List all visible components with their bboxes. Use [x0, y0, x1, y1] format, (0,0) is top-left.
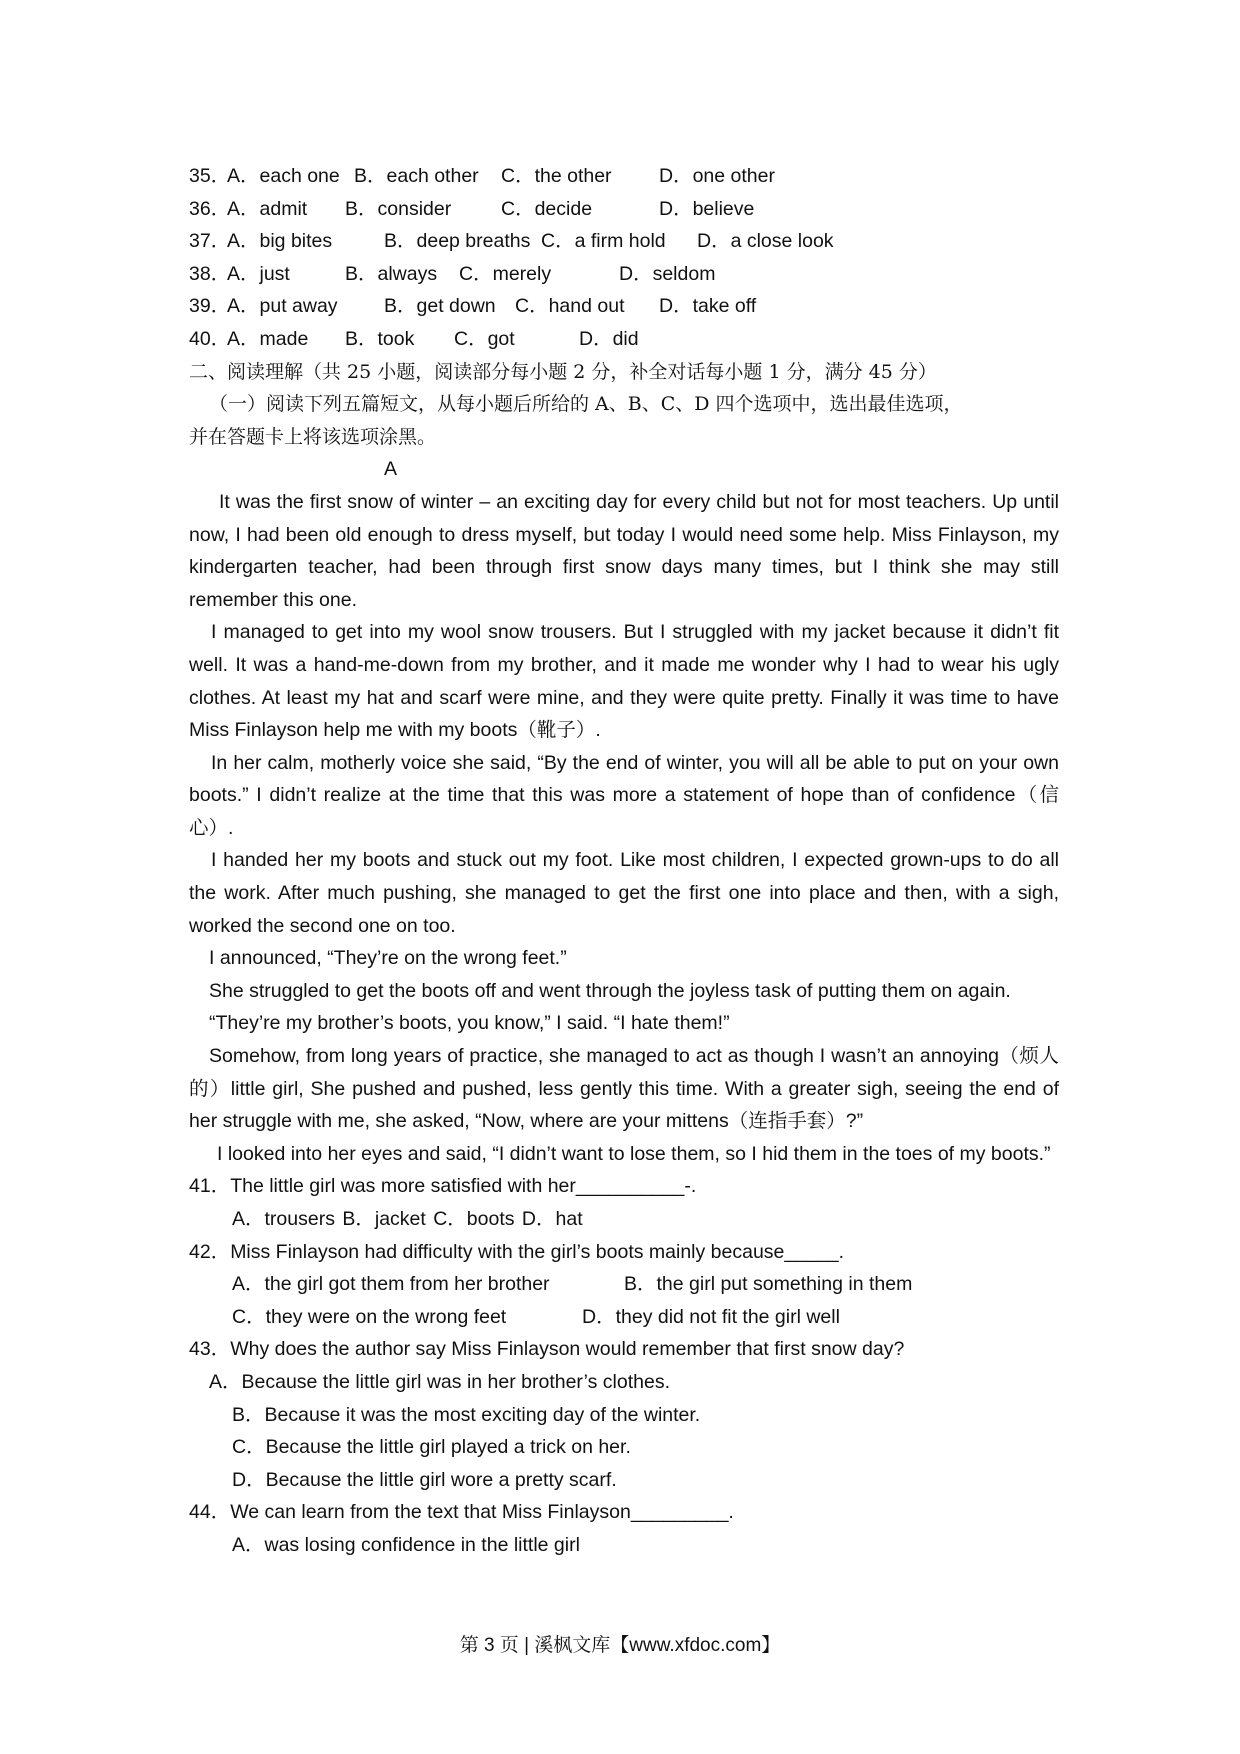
document-page: [189, 160, 1059, 1562]
cloze-38: [189, 258, 1059, 291]
question-44-option-a: A．was losing confidence in the little girl: [232, 1533, 580, 1556]
question-41-options: A．trousers B．jacket C．boots D．hat: [232, 1208, 583, 1230]
option-d: D．believe: [659, 197, 755, 220]
option-b: B．deep breaths: [384, 230, 531, 253]
passage-paragraph-2: I managed to get into my wool snow trousers. But I struggled with my jacket because it didn’t fit well. It was a hand-me-down from my brother, and it made me wonder why I had to wear his ugly clothes. At least my hat and scarf were mine, and they were quite pretty. Finally it was time to have Miss Finlayson help me with my boots（靴子）.: [189, 621, 1059, 742]
question-43-option-a: A．Because the little girl was in her brother’s clothes.: [209, 1370, 671, 1393]
passage-paragraph-7: “They’re my brother’s boots, you know,” I said. “I hate them!”: [209, 1012, 730, 1035]
question-number: 39．: [189, 295, 231, 318]
cloze-40: [189, 323, 1059, 356]
cloze-36: [189, 193, 1059, 226]
option-c: C．got: [454, 327, 515, 350]
question-number: 37．: [189, 230, 231, 253]
option-d: D．seldom: [619, 262, 716, 285]
option-c: C．they were on the wrong feet: [232, 1305, 507, 1328]
question-43-stem: 43．Why does the author say Miss Finlayson would remember that first snow day?: [189, 1338, 905, 1361]
option-b: B．each other: [354, 165, 479, 187]
question-42-stem: 42．Miss Finlayson had difficulty with the girl’s boots mainly because_____.: [189, 1240, 845, 1263]
passage-paragraph-1: It was the first snow of winter – an exciting day for every child but not for most teachers. Up until now, I had been old enough to dress myself, but today I would need some help. Miss Finlayson, my kindergarten teacher, had been through first snow days many times, but I think she may still remember this one.: [189, 490, 1059, 611]
passage-paragraph-4: I handed her my boots and stuck out my foot. Like most children, I expected grown-ups to do all the work. After much pushing, she managed to get the first one into place and then, with a sigh, worked the second one on too.: [189, 849, 1059, 937]
section-instruction-cont: 并在答题卡上将该选项涂黑。: [189, 425, 437, 448]
option-b: B．took: [345, 327, 415, 350]
option-c: C．decide: [501, 197, 593, 220]
section-heading: 二、阅读理解（共 25 小题，阅读部分每小题 2 分，补全对话每小题 1 分，满分 45 分）: [189, 360, 937, 383]
option-a: A．the girl got them from her brother: [232, 1273, 550, 1296]
option-c: C．merely: [459, 262, 552, 285]
passage-paragraph-8: Somehow, from long years of practice, she managed to act as though I wasn’t an annoying（烦人的）little girl, She pushed and pushed, less gently this time. With a greater sigh, seeing the end of her struggle with me, she asked, “Now, where are your mittens（连指手套）?”: [189, 1045, 1059, 1133]
question-number: 40．: [189, 327, 231, 350]
question-44-stem: 44．We can learn from the text that Miss Finlayson_________.: [189, 1501, 734, 1524]
question-number: 36．: [189, 197, 231, 220]
option-d: D．did: [579, 327, 639, 350]
question-42-options-cd: [189, 1301, 1059, 1334]
section-instruction: （一）阅读下列五篇短文，从每小题后所给的 A、B、C、D 四个选项中，选出最佳选项，: [209, 393, 963, 416]
option-a: A．admit: [227, 197, 308, 220]
passage-paragraph-6: She struggled to get the boots off and went through the joyless task of putting them on again.: [209, 979, 1011, 1002]
option-b: B．always: [345, 262, 438, 285]
option-b: B．the girl put something in them: [624, 1273, 913, 1296]
passage-paragraph-5: I announced, “They’re on the wrong feet.”: [209, 947, 567, 970]
option-d: D．one other: [659, 165, 775, 187]
passage-paragraph-9: I looked into her eyes and said, “I didn’t want to lose them, so I hid them in the toes of my boots.”: [217, 1142, 1051, 1165]
option-c: C．a firm hold: [541, 230, 666, 253]
question-number: 38．: [189, 262, 231, 285]
option-a: A．just: [227, 262, 290, 285]
passage-paragraph-3: In her calm, motherly voice she said, “By the end of winter, you will all be able to put on your own boots.” I didn’t realize at the time that this was more a statement of hope than of confidence（信心）.: [189, 751, 1059, 839]
option-a: A．made: [227, 327, 309, 350]
option-c: C．hand out: [515, 295, 625, 318]
question-number: 35．: [189, 165, 231, 187]
option-d: D．a close look: [697, 230, 834, 253]
passage-label: A: [384, 458, 398, 481]
option-c: C．the other: [501, 165, 612, 187]
question-43-option-c: C．Because the little girl played a trick on her.: [232, 1436, 631, 1459]
question-41-stem: 41．The little girl was more satisfied with her__________-.: [189, 1175, 697, 1198]
question-42-options-ab: [189, 1268, 1059, 1301]
option-d: D．they did not fit the girl well: [582, 1305, 840, 1328]
option-a: A．big bites: [227, 230, 333, 253]
cloze-37: [189, 225, 1059, 258]
option-b: B．consider: [345, 197, 452, 220]
option-b: B．get down: [384, 295, 496, 318]
question-43-option-d: D．Because the little girl wore a pretty scarf.: [232, 1468, 617, 1491]
cloze-39: [189, 290, 1059, 323]
page-footer: 第 3 页 | 溪枫文库【www.xfdoc.com】: [459, 1635, 781, 1656]
option-d: D．take off: [659, 295, 757, 318]
question-43-option-b: B．Because it was the most exciting day of the winter.: [232, 1403, 701, 1426]
option-a: A．each one: [227, 165, 340, 187]
option-a: A．put away: [227, 295, 338, 318]
cloze-35: [189, 160, 1059, 193]
